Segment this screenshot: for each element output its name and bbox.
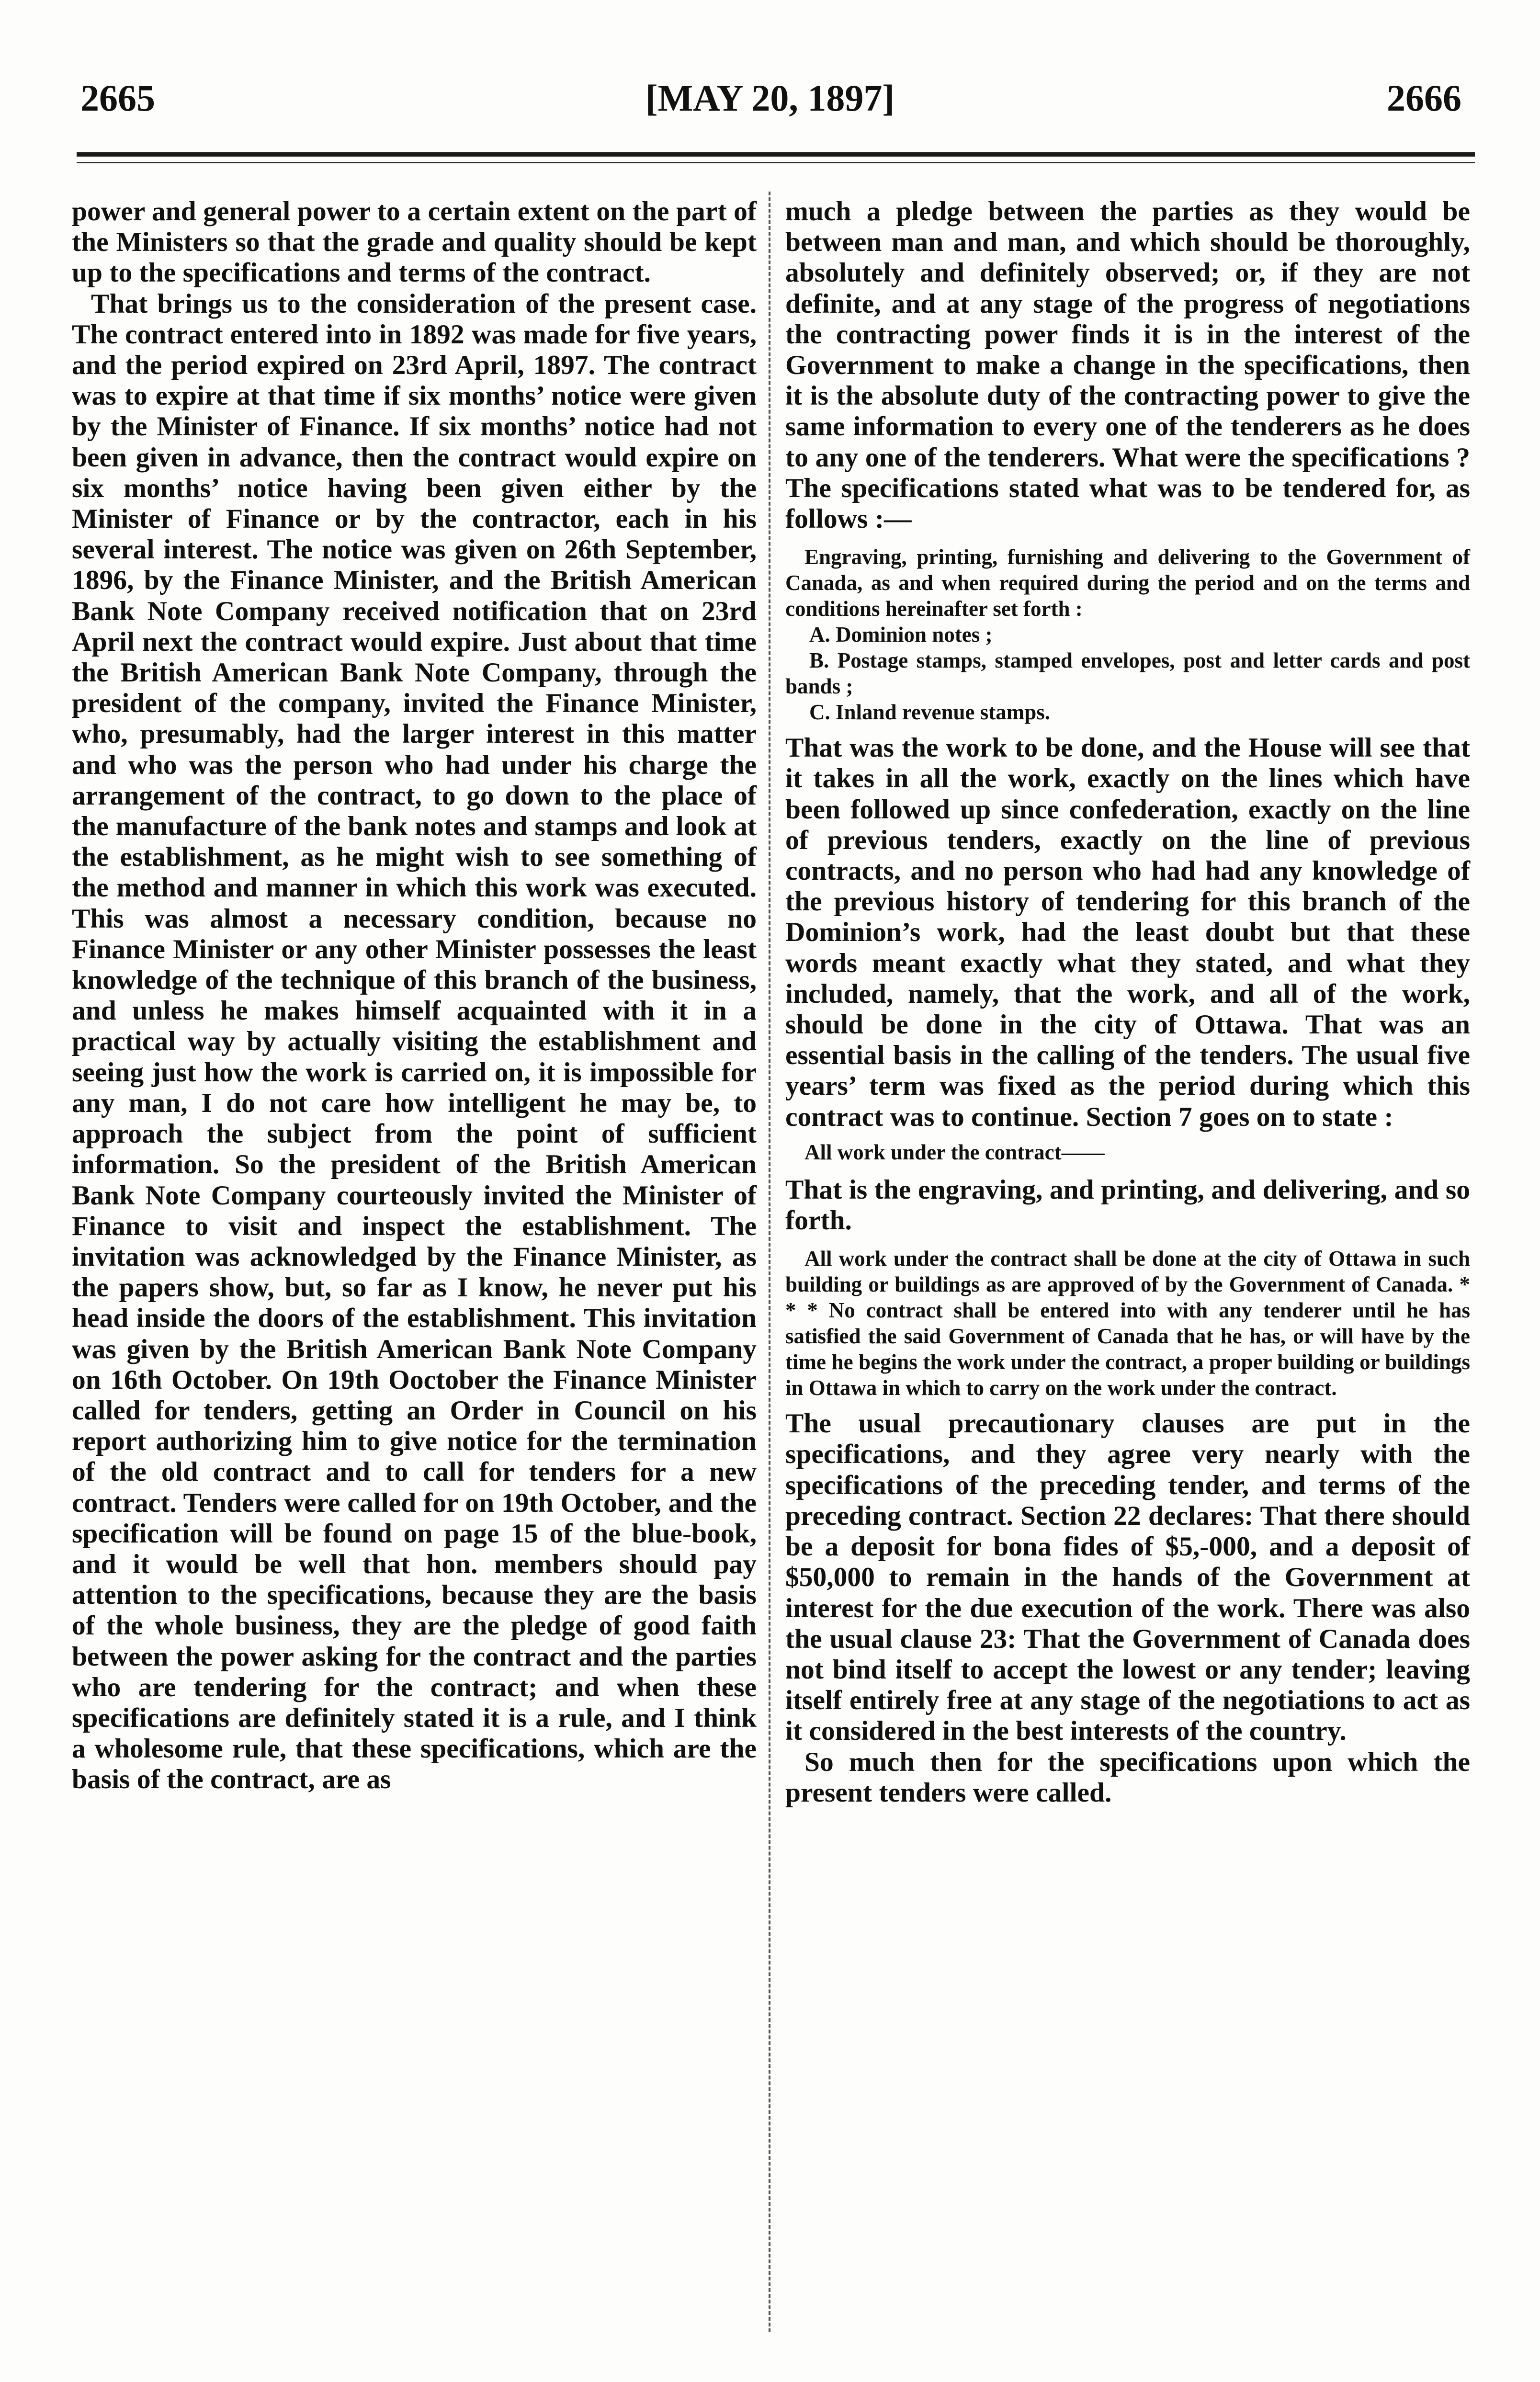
left-column xyxy=(72,196,757,2332)
column-divider xyxy=(769,192,770,2332)
left-paragraph-2: That brings us to the consideration of the present case. The contract entered into in 1892 was made for five years, and the period expired on 23rd April, 1897. The contract was to expire at that time if six months’ notice were given by the Minister of Finance. If six months’ notice had not been given in advance, then the contract would expire on six months’ notice having been given either by the Minister of Finance or by the contractor, each in his several interest. The notice was given on 26th September, 1896, by the Finance Minister, and the British American Bank Note Company received notification that on 23rd April next the contract would expire. Just about that time the British American Bank Note Company, through the president of the company, invited the Finance Minister, who, presumably, had the larger interest in this matter and who was the person who had under his charge the arrangement of the contract, to go down to the place of the manufacture of the bank notes and stamps and look at the establishment, as he might wish to see something of the method and manner in which this work was executed. This was almost a necessary condition, because no Finance Minister or any other Minister possesses the least knowledge of the technique of this branch of the business, and unless he makes himself acquainted with it in a practical way by actually visiting the establishment and seeing just how the work is carried on, it is impossible for any man, I do not care how intelligent he may be, to approach the subject from the point of sufficient information. So the president of the British American Bank Note Company courteously invited the Minister of Finance to visit and inspect the establishment. The invitation was acknowledged by the Finance Minister, as the papers show, but, so far as I know, he never put his head inside the doors of the establishment. This invitation was given by the British American Bank Note Company on 16th October. On 19th Ooctober the Finance Minister called for tenders, getting an Order in Council on his report authorizing him to give notice for the termination of the old contract and to call for tenders for a new contract. Tenders were called for on 19th October, and the specification will be found on page 15 of the blue-book, and it would be well that hon. members should pay attention to the specifications, because they are the basis of the whole business, they are the pledge of good faith between the power asking for the contract and the parties who are tendering for the contract; and when these specifications are definitely stated it is a rule, and I think a wholesome rule, that these specifications, which are the basis of the contract, are as xyxy=(72,288,757,1795)
right-paragraph-1: much a pledge between the parties as they would be between man and man, and which should be thoroughly, absolutely and definitely observed; or, if they are not definite, and at any stage of the progress of negotiations the contracting power finds it is in the interest of the Government to make a change in the specifications, then it is the absolute duty of the contracting power to give the same information to every one of the tenderers as he does to any one of the tenderers. What were the specifications ? The specifications stated what was to be tendered for, as follows :— xyxy=(785,196,1470,534)
page-number-right: 2666 xyxy=(1387,77,1461,119)
right-paragraph-5: So much then for the specifications upon which the present tenders were called. xyxy=(785,1747,1470,1808)
specification-quote xyxy=(785,544,1470,725)
contract-work-text: All work under the contract shall be done at the city of Ottawa in such building or buildings as are approved of by the Government of Canada. * * * No contract shall be entered into with any tenderer until he has satisfied the said Government of Canada that he has, or will have by the time he begins the work under the contract, a proper building or buildings in Ottawa in which to carry on the work under the contract. xyxy=(785,1247,1470,1400)
quote-item-c: C. Inland revenue stamps. xyxy=(809,700,1050,725)
left-paragraph-1: power and general power to a certain extent on the part of the Ministers so that the grade and quality should be kept up to the specifications and terms of the contract. xyxy=(72,196,757,288)
right-paragraph-3: That is the engraving, and printing, and delivering, and so forth. xyxy=(785,1174,1470,1236)
section-7-quote xyxy=(785,1139,1470,1165)
right-paragraph-2: That was the work to be done, and the House will see that it takes in all the work, exactly on the lines which have been followed up since confederation, exactly on the line of previous tenders, exactly on the line of previous contracts, and no person who had had any knowledge of the previous history of tendering for this branch of the Dominion’s work, had the least doubt but that these words meant exactly what they stated, and what they included, namely, that the work, and all of the work, should be done in the city of Ottawa. That was an essential basis in the calling of the tenders. The usual five years’ term was fixed as the period during which this contract was to continue. Section 7 goes on to state : xyxy=(785,733,1470,1132)
page-number-left: 2665 xyxy=(80,77,155,119)
quote-intro: Engraving, printing, furnishing and delivering to the Government of Canada, as and when required during the period and on the terms and conditions hereinafter set forth : xyxy=(785,545,1470,621)
right-column xyxy=(785,196,1470,2332)
section-7-text: All work under the contract—— xyxy=(804,1140,1105,1164)
right-paragraph-4: The usual precautionary clauses are put in the specifications, and they agree very nearly with the specifications of the preceding tender, and terms of the preceding contract. Section 22 declares: That there should be a deposit for bona fides of $5,-000, and a deposit of $50,000 to remain in the hands of the Government at interest for the due execution of the work. There was also the usual clause 23: That the Government of Canada does not bind itself to accept the lowest or any tender; leaving itself entirely free at any stage of the negotiations to act as it considered in the best interests of the country. xyxy=(785,1408,1470,1747)
header-rule-thick xyxy=(77,152,1475,157)
contract-work-quote xyxy=(785,1246,1470,1401)
header-rule-thin xyxy=(77,162,1475,163)
quote-item-a: A. Dominion notes ; xyxy=(809,623,993,647)
page-header xyxy=(72,77,1468,129)
quote-item-b: B. Postage stamps, stamped envelopes, post and letter cards and post bands ; xyxy=(785,648,1470,699)
header-date: [MAY 20, 1897] xyxy=(645,77,895,119)
